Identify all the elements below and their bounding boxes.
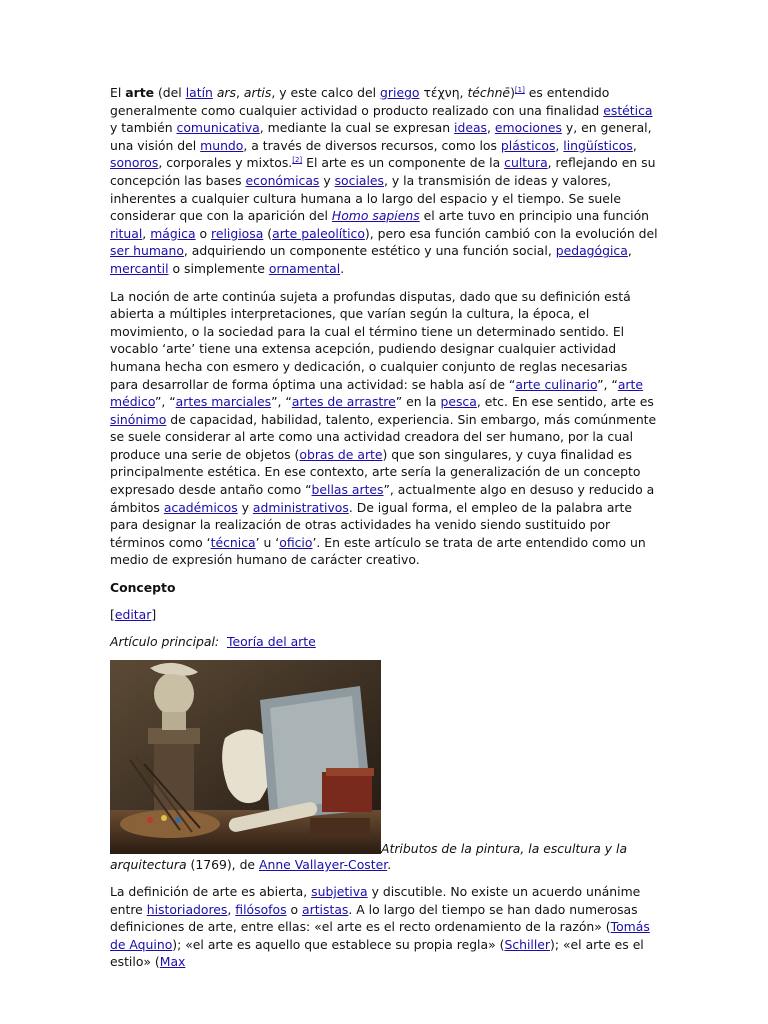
text: y, en general, una visión del [110,120,652,153]
text: el arte tuvo en principio una función [419,208,650,224]
link-administrativos[interactable]: administrativos [252,499,349,515]
link-religiosa[interactable]: religiosa [211,225,264,241]
term-artis: artis [243,85,272,100]
link-homo-sapiens[interactable]: Homo sapiens [331,208,420,224]
text: , reflejando en su concepción las bases [110,155,656,188]
term-arte: arte [125,85,155,100]
link-ritual[interactable]: ritual [110,225,143,241]
text: τέχνη, [419,85,468,100]
text: y discutible. No existe un acuerdo unánime entre [110,884,641,917]
text: El arte es un componente de la [302,155,505,171]
text: , mediante la cual se expresan [259,120,455,136]
notion-paragraph [110,288,658,570]
reference-link-1[interactable]: [1] [514,85,525,94]
text: . [340,260,345,276]
text: , [142,225,151,241]
text: La definición de arte es abierta, [110,884,312,900]
text: o [286,901,303,917]
text: y [237,499,253,515]
link-mundo[interactable]: mundo [200,137,244,153]
still-life-painting [110,660,381,854]
text: y también [110,120,177,136]
link-max[interactable]: Max [159,954,186,970]
term-ars: ars [216,85,236,100]
link-estetica[interactable]: estética [603,102,653,118]
link-sinonimo[interactable]: sinónimo [110,411,167,427]
link-cultura[interactable]: cultura [504,155,548,171]
figure [110,660,658,856]
link-artes-de-arrastre[interactable]: artes de arrastre [291,394,396,410]
text: ” en la [395,394,441,410]
text: , [627,243,632,259]
text: , corporales y mixtos. [158,155,293,171]
text: . De igual forma, el empleo de la palabra arte para designar la realización de otras actividades ha venido siendo sustituido por términos como ‘ [110,499,633,550]
link-sonoros[interactable]: sonoros [110,155,159,171]
text: El [110,85,126,100]
link-filosofos[interactable]: filósofos [235,901,287,917]
link-economicas[interactable]: económicas [245,172,320,188]
link-bellas-artes[interactable]: bellas artes [311,482,384,498]
link-historiadores[interactable]: historiadores [146,901,228,917]
link-comunicativa[interactable]: comunicativa [176,120,260,136]
text: ), pero esa función cambió con la evolución del [364,225,658,241]
link-anne-vallayer-coster[interactable]: Anne Vallayer-Coster [259,857,388,873]
link-subjetiva[interactable]: subjetiva [311,884,368,900]
article-body [110,84,658,971]
text: ); «el arte es el estilo» ( [110,936,644,970]
bracket-close: ] [151,607,157,623]
definition-paragraph [110,883,658,971]
term-techne: téchnē [467,85,511,100]
link-pesca[interactable]: pesca [440,394,477,410]
text: ”, “ [154,394,176,410]
text: (del [154,85,186,100]
text: o [195,225,212,241]
text: es entendido generalmente como cualquier actividad o producto realizado con una finalidad [110,85,610,118]
caption-continuation [110,856,658,873]
text: , y este calco del [271,85,381,100]
link-tecnica[interactable]: técnica [210,534,256,550]
text: y [319,172,335,188]
section-heading: Concepto [110,580,176,596]
link-academicos[interactable]: académicos [163,499,238,515]
text: ); «el arte es aquello que establece su propia regla» ( [172,936,505,952]
text: , a través de diversos recursos, como los [243,137,501,153]
link-magica[interactable]: mágica [150,225,196,241]
text: , [555,137,564,153]
text: ”, actualmente algo en desuso y reducido a ámbitos [110,482,655,515]
link-teoria-del-arte[interactable]: Teoría del arte [226,634,316,650]
link-pedagogica[interactable]: pedagógica [555,243,628,259]
edit-link[interactable]: editar [114,607,152,623]
text: , [236,85,244,100]
text: ) que son singulares, y cuya finalidad es principalmente estética. En ese contexto, arte sería la generalización de un concepto expresado desde antaño como “ [110,446,641,498]
link-mercantil[interactable]: mercantil [110,260,169,276]
link-ideas[interactable]: ideas [454,120,488,136]
reference-link-2[interactable]: [2] [292,156,303,165]
caption-first-line: Atributos de la pintura, la escultura y la [381,841,628,857]
link-emociones[interactable]: emociones [494,120,562,136]
text: , adquiriendo un componente estético y una función social, [183,243,556,259]
edit-section [110,606,658,623]
link-latin[interactable]: latín [185,85,213,100]
text: o simplemente [168,260,269,276]
link-sociales[interactable]: sociales [334,172,384,188]
text: , y la transmisión de ideas y valores, inherentes a cualquier cultura humana a lo largo del espacio y el tiempo. Se suele considerar que con la aparición del [110,172,621,224]
text: . A lo largo del tiempo se han dado numerosas definiciones de arte, entre ellas: «el arte es el recto ordenamiento de la razón» ( [110,901,638,935]
text: , [487,120,495,136]
link-artes-marciales[interactable]: artes marciales [175,394,272,410]
caption-text: arquitectura [110,857,187,873]
caption-text: . [387,857,392,873]
text: ”, “ [271,394,292,410]
link-arte-paleolitico[interactable]: arte paleolítico [272,225,365,241]
main-article-label: Artículo principal: [110,634,220,650]
text: La noción de arte continúa sujeta a profundas disputas, dado que su definición está abierta a múltiples interpretaciones, que varían según la cultura, la época, el movimiento, o la sociedad para la cual el término tiene un determinado sentido. El vocablo ‘arte’ tiene una extensa acepción, pudiendo designar cualquier actividad humana hecha con esmero y dedicación, o cualquier conjunto de reglas necesarias para desarrollar de forma óptima una actividad: se habla así de “ [110,288,631,392]
intro-paragraph [110,84,658,278]
painting-image[interactable] [110,660,381,854]
text: de capacidad, habilidad, talento, experiencia. Sin embargo, más comúnmente se suele considerar al arte como una actividad creadora del ser humano, por la cual produce una serie de objetos ( [110,411,657,462]
link-griego[interactable]: griego [380,85,420,100]
link-tomas-de-aquino[interactable]: Tomás de Aquino [110,919,650,952]
text: ’. En este artículo se trata de arte entendido como un medio de expresión humano de carácter creativo. [110,534,646,568]
link-artistas[interactable]: artistas [302,901,349,917]
link-ser-humano[interactable]: ser humano [110,243,184,259]
link-arte-medico[interactable]: arte médico [110,376,644,410]
text: ( [263,225,273,241]
text: , [632,137,637,153]
text: ) [510,85,515,100]
main-article-hatnote [110,633,658,650]
link-plasticos[interactable]: plásticos [500,137,556,153]
link-arte-culinario[interactable]: arte culinario [515,376,598,392]
caption-text: (1769), de [186,857,259,873]
link-ornamental[interactable]: ornamental [268,260,341,276]
link-linguisticos[interactable]: lingüísticos [563,137,633,153]
bracket-open: [ [110,607,115,623]
link-schiller[interactable]: Schiller [504,936,551,952]
text: , [227,901,236,917]
link-oficio[interactable]: oficio [279,534,313,550]
text: ”, “ [597,376,618,392]
link-obras-de-arte[interactable]: obras de arte [299,446,383,462]
text: ’ u ‘ [255,534,280,550]
text: , etc. En ese sentido, arte es [476,394,654,410]
